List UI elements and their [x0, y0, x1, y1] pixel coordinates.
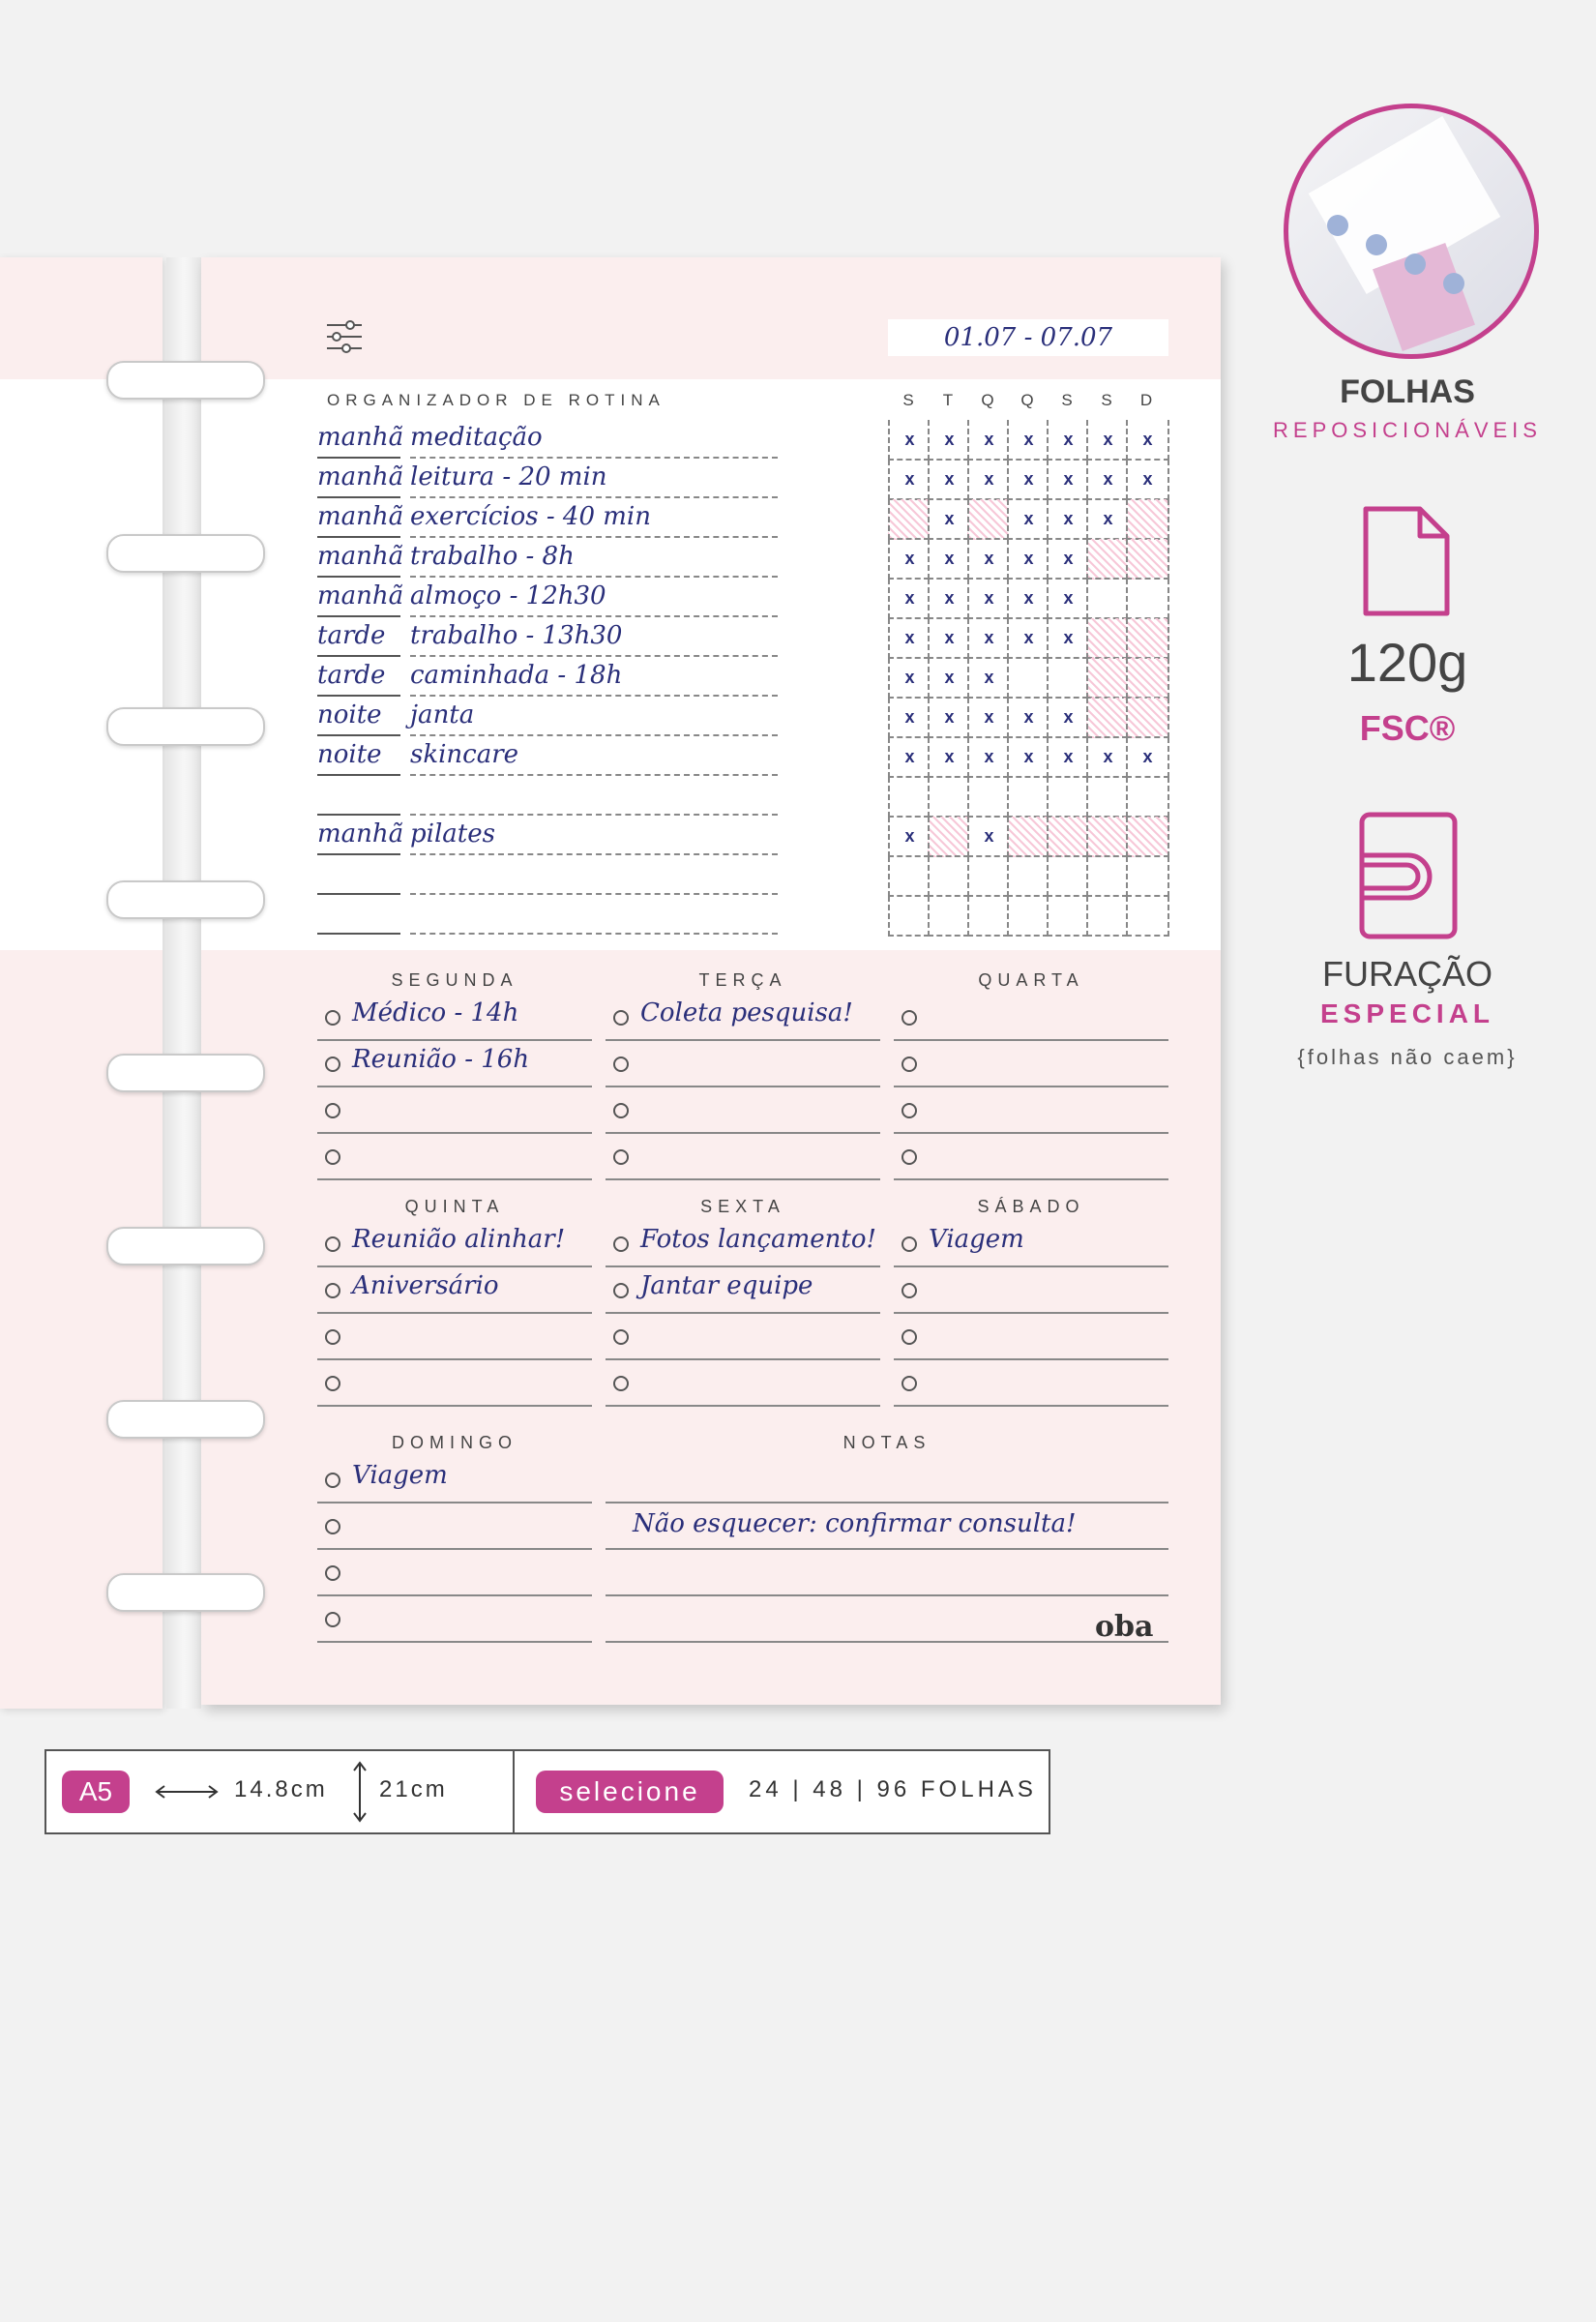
- routine-check-cell[interactable]: [1126, 698, 1169, 738]
- binder-ring: [106, 361, 265, 400]
- routine-check-cell[interactable]: x: [1007, 539, 1049, 580]
- routine-check-cell[interactable]: x: [888, 618, 930, 659]
- todo-item[interactable]: [894, 1360, 1168, 1407]
- routine-check-cell[interactable]: x: [928, 579, 969, 619]
- checkbox-icon[interactable]: [613, 1329, 629, 1345]
- routine-title: ORGANIZADOR DE ROTINA: [327, 391, 665, 409]
- checkbox-icon[interactable]: [325, 1473, 340, 1488]
- routine-row: [317, 777, 1168, 816]
- checkbox-icon[interactable]: [901, 1376, 917, 1391]
- todo-text: Aniversário: [352, 1271, 499, 1300]
- checkbox-icon[interactable]: [901, 1010, 917, 1026]
- routine-check-grid: [888, 420, 1168, 459]
- checkbox-icon[interactable]: [325, 1236, 340, 1252]
- routine-task: trabalho - 13h30: [410, 616, 778, 657]
- day-name: SEGUNDA: [391, 970, 518, 990]
- routine-check-cell[interactable]: x: [1126, 737, 1169, 778]
- routine-check-cell[interactable]: [1086, 579, 1128, 619]
- day-name: QUARTA: [978, 970, 1084, 990]
- checkbox-icon[interactable]: [325, 1565, 340, 1581]
- routine-check-cell[interactable]: [1126, 539, 1169, 580]
- todo-item[interactable]: [606, 1360, 880, 1407]
- checkbox-icon[interactable]: [325, 1057, 340, 1072]
- day-domingo: [317, 1428, 592, 1643]
- punch-note: {folhas não caem}: [1297, 1045, 1518, 1069]
- routine-check-cell[interactable]: [888, 777, 930, 818]
- routine-task: meditação: [410, 418, 778, 459]
- todo-item[interactable]: [606, 1267, 880, 1314]
- todo-item[interactable]: [317, 1134, 592, 1180]
- routine-check-cell[interactable]: x: [967, 420, 1009, 461]
- todo-text: Fotos lançamento!: [640, 1225, 876, 1254]
- checkbox-icon[interactable]: [325, 1612, 340, 1627]
- routine-check-cell[interactable]: x: [928, 420, 969, 461]
- routine-check-cell[interactable]: [1086, 817, 1128, 857]
- routine-row: [317, 420, 1168, 459]
- routine-check-cell[interactable]: x: [967, 539, 1009, 580]
- routine-check-grid: [888, 618, 1168, 657]
- day-name: SEXTA: [700, 1197, 785, 1216]
- todo-item[interactable]: [606, 1221, 880, 1267]
- routine-task: pilates: [410, 815, 778, 855]
- routine-row: [317, 698, 1168, 736]
- note-text: Não esquecer: confirmar consulta!: [633, 1509, 1077, 1538]
- routine-period: manhã: [317, 537, 400, 578]
- routine-period: manhã: [317, 458, 400, 498]
- day-name: DOMINGO: [392, 1433, 517, 1452]
- routine-check-cell[interactable]: [928, 896, 969, 937]
- routine-check-cell[interactable]: x: [1047, 737, 1088, 778]
- routine-row: [317, 896, 1168, 935]
- file-icon: [1360, 503, 1453, 619]
- day-quinta: [317, 1192, 592, 1407]
- checkbox-icon[interactable]: [325, 1519, 340, 1534]
- binder-ring: [106, 1400, 265, 1439]
- notes-section: [606, 1428, 1168, 1643]
- routine-period: [317, 854, 400, 895]
- fsc-label: FSC®: [1359, 708, 1456, 748]
- binder-ring: [106, 1227, 265, 1265]
- routine-check-cell[interactable]: x: [888, 539, 930, 580]
- todo-item[interactable]: [317, 1087, 592, 1134]
- todo-item[interactable]: [894, 1267, 1168, 1314]
- routine-check-cell[interactable]: [1047, 658, 1088, 699]
- day-name: TERÇA: [698, 970, 787, 990]
- day-letter: S: [902, 391, 914, 409]
- routine-check-cell[interactable]: [888, 499, 930, 540]
- checkbox-icon[interactable]: [901, 1236, 917, 1252]
- day-letter: T: [942, 391, 954, 409]
- routine-period: tarde: [317, 656, 400, 697]
- routine-check-cell[interactable]: x: [1086, 460, 1128, 500]
- routine-check-cell[interactable]: [1126, 856, 1169, 897]
- routine-check-cell[interactable]: x: [1007, 499, 1049, 540]
- todo-item[interactable]: [606, 1041, 880, 1087]
- routine-check-cell[interactable]: x: [1007, 420, 1049, 461]
- routine-check-cell[interactable]: x: [888, 737, 930, 778]
- routine-check-grid: [888, 896, 1168, 935]
- routine-row: [317, 579, 1168, 617]
- routine-check-cell[interactable]: x: [1007, 737, 1049, 778]
- todo-text: Viagem: [929, 1225, 1024, 1254]
- todo-item[interactable]: [317, 1221, 592, 1267]
- todo-item[interactable]: [317, 1041, 592, 1087]
- routine-task: skincare: [410, 735, 778, 776]
- routine-check-cell[interactable]: [1007, 817, 1049, 857]
- routine-check-cell[interactable]: x: [888, 460, 930, 500]
- height-label: 21cm: [379, 1776, 448, 1802]
- routine-check-cell[interactable]: [1086, 618, 1128, 659]
- binder-ring: [106, 1054, 265, 1092]
- routine-check-cell[interactable]: [1126, 817, 1169, 857]
- todo-item[interactable]: [894, 1134, 1168, 1180]
- routine-task: janta: [410, 696, 778, 736]
- routine-check-grid: [888, 737, 1168, 776]
- routine-check-cell[interactable]: x: [928, 658, 969, 699]
- routine-check-cell[interactable]: x: [1047, 499, 1088, 540]
- punch-hole-icon: [1358, 811, 1459, 940]
- notes-title: NOTAS: [842, 1433, 931, 1452]
- routine-check-cell[interactable]: x: [1007, 579, 1049, 619]
- routine-check-cell[interactable]: [1086, 658, 1128, 699]
- routine-check-grid: [888, 460, 1168, 498]
- todo-item[interactable]: [317, 1596, 592, 1643]
- routine-check-cell[interactable]: x: [1047, 698, 1088, 738]
- todo-item[interactable]: [606, 1134, 880, 1180]
- paper-weight: 120g: [1346, 632, 1468, 693]
- routine-check-cell[interactable]: x: [928, 539, 969, 580]
- routine-row: [317, 737, 1168, 776]
- routine-task: exercícios - 40 min: [410, 497, 778, 538]
- select-button[interactable]: selecione: [536, 1771, 724, 1813]
- routine-check-cell[interactable]: [1047, 777, 1088, 818]
- routine-check-cell[interactable]: [1047, 856, 1088, 897]
- todo-text: Jantar equipe: [640, 1271, 813, 1300]
- todo-item[interactable]: [894, 1087, 1168, 1134]
- todo-item[interactable]: [317, 1457, 592, 1503]
- routine-check-grid: [888, 698, 1168, 736]
- checkbox-icon[interactable]: [901, 1149, 917, 1165]
- routine-check-cell[interactable]: x: [1047, 539, 1088, 580]
- routine-period: noite: [317, 696, 400, 736]
- routine-check-cell[interactable]: [1086, 698, 1128, 738]
- routine-check-cell[interactable]: [1126, 499, 1169, 540]
- routine-check-cell[interactable]: x: [967, 817, 1009, 857]
- width-arrow-icon: [155, 1784, 219, 1800]
- routine-check-cell[interactable]: x: [967, 579, 1009, 619]
- routine-check-cell[interactable]: x: [928, 618, 969, 659]
- checkbox-icon[interactable]: [613, 1283, 629, 1298]
- brand-logo: oba: [1095, 1610, 1154, 1644]
- routine-check-cell[interactable]: [1007, 896, 1049, 937]
- note-line[interactable]: [606, 1503, 1168, 1550]
- routine-check-cell[interactable]: x: [967, 618, 1009, 659]
- todo-item[interactable]: [606, 1314, 880, 1360]
- routine-check-cell[interactable]: [1086, 856, 1128, 897]
- routine-check-cell[interactable]: x: [928, 499, 969, 540]
- routine-check-cell[interactable]: [928, 856, 969, 897]
- todo-item[interactable]: [606, 1087, 880, 1134]
- routine-check-cell[interactable]: x: [1007, 460, 1049, 500]
- routine-check-cell[interactable]: [1086, 896, 1128, 937]
- routine-task: [410, 775, 778, 816]
- routine-check-cell[interactable]: x: [1126, 460, 1169, 500]
- routine-check-cell[interactable]: x: [967, 658, 1009, 699]
- routine-check-cell[interactable]: x: [888, 420, 930, 461]
- todo-item[interactable]: [317, 1503, 592, 1550]
- repositionable-sheets-photo: [1284, 104, 1539, 359]
- routine-check-cell[interactable]: x: [928, 698, 969, 738]
- routine-row: [317, 460, 1168, 498]
- routine-row: [317, 817, 1168, 855]
- height-arrow-icon: [352, 1761, 368, 1823]
- todo-item[interactable]: [894, 1221, 1168, 1267]
- day-sexta: [606, 1192, 880, 1407]
- routine-check-cell[interactable]: [1086, 539, 1128, 580]
- routine-check-cell[interactable]: x: [1007, 698, 1049, 738]
- routine-check-cell[interactable]: x: [1047, 460, 1088, 500]
- routine-task: trabalho - 8h: [410, 537, 778, 578]
- todo-item[interactable]: [317, 1360, 592, 1407]
- routine-check-cell[interactable]: x: [1047, 579, 1088, 619]
- day-name: QUINTA: [404, 1197, 505, 1216]
- todo-text: Médico - 14h: [352, 998, 519, 1027]
- routine-period: manhã: [317, 815, 400, 855]
- routine-check-cell[interactable]: [1007, 777, 1049, 818]
- routine-check-cell[interactable]: x: [967, 698, 1009, 738]
- todo-item[interactable]: [606, 995, 880, 1041]
- day-letters: [888, 391, 1168, 410]
- sheets-subtitle: REPOSICIONÁVEIS: [1273, 418, 1542, 442]
- planner-sheet: [201, 257, 1221, 1705]
- todo-item[interactable]: [317, 1267, 592, 1314]
- day-terca: [606, 966, 880, 1180]
- routine-check-grid: [888, 539, 1168, 578]
- sliders-icon: [325, 319, 364, 354]
- checkbox-icon[interactable]: [613, 1010, 629, 1026]
- routine-check-cell[interactable]: [1126, 777, 1169, 818]
- checkbox-icon[interactable]: [901, 1103, 917, 1118]
- routine-check-cell[interactable]: [967, 856, 1009, 897]
- routine-period: manhã: [317, 577, 400, 617]
- todo-text: Reunião alinhar!: [352, 1225, 566, 1254]
- routine-check-cell[interactable]: [967, 896, 1009, 937]
- checkbox-icon[interactable]: [613, 1376, 629, 1391]
- checkbox-icon[interactable]: [613, 1236, 629, 1252]
- sheet-options[interactable]: 24 | 48 | 96 FOLHAS: [749, 1776, 1037, 1802]
- routine-check-cell[interactable]: x: [1007, 618, 1049, 659]
- routine-check-grid: [888, 579, 1168, 617]
- previous-sheet-band: [0, 379, 163, 950]
- routine-period: manhã: [317, 418, 400, 459]
- routine-check-cell[interactable]: [888, 856, 930, 897]
- routine-task: caminhada - 18h: [410, 656, 778, 697]
- punch-title: FURAÇÃO: [1321, 954, 1493, 994]
- day-letter: S: [1061, 391, 1073, 409]
- routine-task: [410, 894, 778, 935]
- routine-check-grid: [888, 499, 1168, 538]
- routine-period: manhã: [317, 497, 400, 538]
- todo-text: Viagem: [352, 1461, 448, 1490]
- routine-row: [317, 618, 1168, 657]
- routine-check-cell[interactable]: [967, 777, 1009, 818]
- routine-period: tarde: [317, 616, 400, 657]
- routine-check-cell[interactable]: [1007, 856, 1049, 897]
- routine-period: [317, 775, 400, 816]
- day-letter: Q: [981, 391, 994, 409]
- width-label: 14.8cm: [234, 1776, 328, 1802]
- checkbox-icon[interactable]: [325, 1010, 340, 1026]
- routine-check-cell[interactable]: [1126, 579, 1169, 619]
- routine-check-grid: [888, 856, 1168, 895]
- note-line[interactable]: [606, 1550, 1168, 1596]
- routine-task: leitura - 20 min: [410, 458, 778, 498]
- note-line[interactable]: [606, 1596, 1168, 1643]
- binder-spine: [166, 257, 201, 1709]
- routine-check-grid: [888, 658, 1168, 697]
- spec-divider: [513, 1751, 515, 1832]
- routine-check-cell[interactable]: [1007, 658, 1049, 699]
- checkbox-icon[interactable]: [901, 1283, 917, 1298]
- checkbox-icon[interactable]: [901, 1057, 917, 1072]
- routine-check-cell[interactable]: x: [1086, 420, 1128, 461]
- size-badge: A5: [62, 1771, 130, 1813]
- routine-task: almoço - 12h30: [410, 577, 778, 617]
- routine-check-cell[interactable]: x: [1086, 499, 1128, 540]
- binder-ring: [106, 880, 265, 919]
- day-sabado: [894, 1192, 1168, 1407]
- binder-ring: [106, 534, 265, 573]
- routine-check-cell[interactable]: [928, 817, 969, 857]
- checkbox-icon[interactable]: [613, 1057, 629, 1072]
- routine-check-cell[interactable]: [1047, 817, 1088, 857]
- todo-item[interactable]: [894, 1041, 1168, 1087]
- todo-item[interactable]: [317, 1550, 592, 1596]
- routine-check-grid: [888, 817, 1168, 855]
- routine-period: [317, 894, 400, 935]
- routine-check-cell[interactable]: x: [1047, 420, 1088, 461]
- routine-check-cell[interactable]: [928, 777, 969, 818]
- todo-item[interactable]: [894, 1314, 1168, 1360]
- routine-check-cell[interactable]: [1126, 658, 1169, 699]
- routine-row: [317, 658, 1168, 697]
- routine-check-cell[interactable]: [1126, 896, 1169, 937]
- routine-check-cell[interactable]: x: [967, 460, 1009, 500]
- routine-period: noite: [317, 735, 400, 776]
- previous-sheet: [0, 257, 163, 1709]
- routine-check-cell[interactable]: [1126, 618, 1169, 659]
- routine-check-cell[interactable]: x: [967, 737, 1009, 778]
- todo-item[interactable]: [317, 995, 592, 1041]
- routine-check-grid: [888, 777, 1168, 816]
- checkbox-icon[interactable]: [613, 1149, 629, 1165]
- day-quarta: [894, 966, 1168, 1180]
- spec-bar: [44, 1749, 1050, 1834]
- sheets-title: FOLHAS: [1340, 373, 1475, 410]
- checkbox-icon[interactable]: [613, 1103, 629, 1118]
- routine-check-cell[interactable]: x: [888, 698, 930, 738]
- routine-row: [317, 539, 1168, 578]
- day-letter: Q: [1020, 391, 1034, 409]
- routine-check-cell[interactable]: x: [888, 817, 930, 857]
- routine-check-cell[interactable]: x: [888, 579, 930, 619]
- note-line[interactable]: [606, 1457, 1168, 1503]
- checkbox-icon[interactable]: [325, 1376, 340, 1391]
- routine-row: [317, 499, 1168, 538]
- day-segunda: [317, 966, 592, 1180]
- date-range: 01.07 - 07.07: [888, 319, 1168, 356]
- checkbox-icon[interactable]: [325, 1103, 340, 1118]
- routine-check-cell[interactable]: [1047, 896, 1088, 937]
- day-letter: D: [1139, 391, 1153, 409]
- binder-ring: [106, 707, 265, 746]
- todo-item[interactable]: [317, 1314, 592, 1360]
- routine-check-cell[interactable]: x: [1126, 420, 1169, 461]
- routine-check-cell[interactable]: x: [1047, 618, 1088, 659]
- routine-check-cell[interactable]: [888, 896, 930, 937]
- routine-task: [410, 854, 778, 895]
- routine-check-cell[interactable]: x: [1086, 737, 1128, 778]
- routine-check-cell[interactable]: x: [888, 658, 930, 699]
- routine-row: [317, 856, 1168, 895]
- routine-check-cell[interactable]: x: [928, 737, 969, 778]
- checkbox-icon[interactable]: [325, 1329, 340, 1345]
- routine-check-cell[interactable]: [1086, 777, 1128, 818]
- todo-item[interactable]: [894, 995, 1168, 1041]
- todo-text: Coleta pesquisa!: [640, 998, 853, 1027]
- routine-check-cell[interactable]: x: [928, 460, 969, 500]
- day-name: SÁBADO: [977, 1197, 1085, 1216]
- checkbox-icon[interactable]: [901, 1329, 917, 1345]
- day-letter: S: [1101, 391, 1112, 409]
- todo-text: Reunião - 16h: [352, 1045, 530, 1074]
- binder-ring: [106, 1573, 265, 1612]
- routine-check-cell[interactable]: [967, 499, 1009, 540]
- checkbox-icon[interactable]: [325, 1149, 340, 1165]
- checkbox-icon[interactable]: [325, 1283, 340, 1298]
- punch-subtitle: ESPECIAL: [1319, 998, 1495, 1028]
